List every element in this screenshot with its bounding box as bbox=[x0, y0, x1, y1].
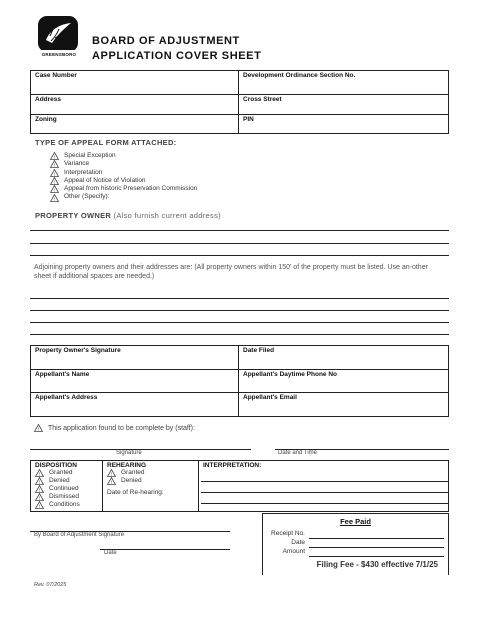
disposition-option[interactable] bbox=[35, 493, 98, 501]
appellant-phone-field[interactable] bbox=[239, 370, 449, 393]
title-line-2: APPLICATION COVER SHEET bbox=[92, 50, 262, 62]
appellant-phone-label: Appellant's Daytime Phone No bbox=[243, 371, 338, 378]
svg-text:!: ! bbox=[110, 472, 113, 477]
warning-triangle-icon bbox=[50, 152, 59, 160]
appeal-option[interactable] bbox=[50, 169, 197, 177]
appellant-email-label: Appellant's Email bbox=[243, 394, 297, 401]
appeal-option-label: Variance bbox=[64, 160, 90, 168]
ordinance-section-field[interactable] bbox=[239, 71, 449, 95]
amount-line[interactable] bbox=[309, 556, 444, 557]
svg-text:!: ! bbox=[53, 172, 56, 177]
appeal-option-label: Special Exception bbox=[64, 152, 116, 159]
rehearing-option[interactable] bbox=[107, 477, 194, 485]
receipt-label: Receipt No. bbox=[271, 530, 305, 537]
disposition-option[interactable] bbox=[35, 501, 98, 509]
svg-text:!: ! bbox=[38, 504, 41, 509]
warning-triangle-icon bbox=[35, 477, 44, 485]
fee-paid-box bbox=[262, 513, 449, 575]
svg-text:!: ! bbox=[38, 496, 41, 501]
warning-triangle-icon bbox=[107, 469, 116, 477]
greensboro-logo bbox=[38, 16, 78, 60]
disposition-option[interactable] bbox=[35, 477, 98, 485]
cross-street-field[interactable] bbox=[239, 95, 449, 115]
adjoining-instructions: Adjoining property owners and their addresses are: (All property owners within 150' of the property must be listed. Use an-other sheet if additional spaces are needed.) bbox=[34, 264, 428, 280]
date-filed-label: Date Filed bbox=[243, 347, 275, 354]
adjoining-line[interactable] bbox=[30, 334, 449, 335]
staff-complete-text: This application found to be complete by (staff): bbox=[48, 424, 195, 432]
owner-signature-field[interactable] bbox=[31, 346, 239, 370]
date-filed-field[interactable] bbox=[239, 346, 449, 370]
svg-text:!: ! bbox=[38, 472, 41, 477]
adjoining-line[interactable] bbox=[30, 310, 449, 311]
rehearing-option[interactable] bbox=[107, 469, 194, 477]
appellant-info-table bbox=[30, 345, 449, 417]
pin-label: PIN bbox=[243, 116, 254, 123]
pin-field[interactable] bbox=[239, 115, 449, 134]
staff-date-label: Date and Time bbox=[278, 450, 318, 456]
appeal-option[interactable] bbox=[50, 185, 197, 193]
owner-line[interactable] bbox=[30, 230, 449, 231]
adjoining-line[interactable] bbox=[30, 298, 449, 299]
appeal-option-label: Appeal from historic Preservation Commission bbox=[64, 185, 198, 193]
ordinance-section-label: Development Ordinance Section No. bbox=[243, 72, 356, 79]
board-date-line[interactable] bbox=[100, 549, 230, 550]
address-field[interactable] bbox=[31, 95, 239, 115]
appeal-options bbox=[50, 152, 197, 202]
disposition-option[interactable] bbox=[35, 469, 98, 477]
disposition-option-label: Denied bbox=[49, 477, 70, 484]
svg-text:!: ! bbox=[53, 180, 56, 186]
property-owner-title: PROPERTY OWNER bbox=[35, 211, 112, 220]
disposition-option[interactable] bbox=[35, 485, 98, 493]
case-number-field[interactable] bbox=[31, 71, 239, 95]
owner-signature-label: Property Owner's Signature bbox=[35, 347, 121, 354]
owner-line[interactable] bbox=[30, 255, 449, 256]
logo-text: GREENSBORO bbox=[41, 52, 77, 57]
board-date-label: Date bbox=[104, 550, 117, 556]
fee-date-label: Date bbox=[291, 539, 305, 546]
owner-line[interactable] bbox=[30, 243, 449, 244]
appeal-option[interactable] bbox=[50, 152, 197, 160]
property-owner-note: (Also furnish current address) bbox=[113, 211, 221, 220]
disposition-option-label: Dismissed bbox=[49, 493, 79, 500]
disposition-cell bbox=[31, 461, 103, 512]
disposition-heading: DISPOSITION bbox=[35, 462, 77, 469]
svg-text:!: ! bbox=[53, 197, 56, 202]
warning-triangle-icon bbox=[35, 501, 44, 509]
disposition-option-label: Conditions bbox=[49, 501, 80, 508]
appeal-option[interactable] bbox=[50, 193, 197, 201]
svg-text:!: ! bbox=[53, 155, 56, 161]
fee-date-line[interactable] bbox=[309, 547, 444, 548]
appeal-option[interactable] bbox=[50, 160, 197, 168]
rehearing-cell bbox=[103, 461, 199, 512]
appeal-option[interactable] bbox=[50, 177, 197, 185]
staff-signature-label: Signature bbox=[116, 450, 142, 456]
amount-label: Amount bbox=[282, 548, 305, 555]
filing-fee-text: Filing Fee - $430 effective 7/1/25 bbox=[316, 560, 438, 569]
warning-triangle-icon bbox=[35, 485, 44, 493]
disposition-option-label: Continued bbox=[49, 485, 79, 492]
appellant-name-label: Appellant's Name bbox=[35, 371, 90, 378]
warning-triangle-icon bbox=[107, 477, 116, 485]
appeal-option-label: Other (Specify): bbox=[64, 193, 110, 201]
disposition-option-label: Granted bbox=[49, 469, 73, 476]
warning-triangle-icon bbox=[35, 493, 44, 501]
case-info-table bbox=[30, 70, 449, 134]
appeal-option-label: Appeal of Notice of Violation bbox=[64, 176, 146, 184]
interpretation-line[interactable] bbox=[201, 503, 448, 504]
appellant-address-field[interactable] bbox=[31, 393, 239, 417]
warning-triangle-icon bbox=[50, 169, 59, 177]
warning-triangle-icon bbox=[50, 177, 59, 185]
svg-text:!: ! bbox=[38, 488, 41, 493]
staff-complete-row bbox=[34, 424, 195, 432]
fee-paid-heading: Fee Paid bbox=[340, 517, 371, 526]
rehearing-option-label: Granted bbox=[121, 469, 145, 476]
warning-triangle-icon bbox=[50, 160, 59, 168]
form-title bbox=[92, 34, 261, 64]
appellant-address-label: Appellant's Address bbox=[35, 394, 98, 401]
property-owner-heading bbox=[35, 211, 221, 220]
appeal-type-heading: TYPE OF APPEAL FORM ATTACHED: bbox=[35, 138, 177, 147]
interpretation-heading: INTERPRETATION: bbox=[203, 462, 262, 469]
warning-triangle-icon bbox=[35, 469, 44, 477]
rehearing-date-label: Date of Re-hearing: bbox=[107, 489, 164, 496]
svg-text:!: ! bbox=[53, 189, 56, 194]
interpretation-line[interactable] bbox=[201, 481, 448, 482]
rehearing-option-label: Denied bbox=[121, 477, 142, 484]
revision-label: Rev. 07/2025 bbox=[34, 582, 67, 588]
svg-text:!: ! bbox=[110, 480, 113, 485]
address-label: Address bbox=[35, 96, 62, 103]
svg-text:!: ! bbox=[38, 480, 41, 485]
svg-text:!: ! bbox=[37, 427, 40, 432]
interpretation-cell[interactable] bbox=[199, 461, 449, 512]
warning-triangle-icon bbox=[50, 185, 59, 193]
appeal-option-label: Interpretation bbox=[64, 168, 103, 176]
board-signature-label: By Board of Adjustment Signature bbox=[34, 532, 125, 538]
adjoining-line[interactable] bbox=[30, 322, 449, 323]
zoning-field[interactable] bbox=[31, 115, 239, 134]
rehearing-heading: REHEARING bbox=[107, 462, 147, 469]
appellant-email-field[interactable] bbox=[239, 393, 449, 417]
svg-text:!: ! bbox=[53, 164, 56, 169]
case-number-label: Case Number bbox=[35, 72, 77, 79]
cross-street-label: Cross Street bbox=[243, 96, 282, 103]
warning-triangle-icon bbox=[50, 194, 59, 202]
disposition-table bbox=[30, 460, 449, 512]
title-line-1: BOARD OF ADJUSTMENT bbox=[92, 35, 240, 47]
warning-triangle-icon bbox=[34, 424, 43, 432]
appellant-name-field[interactable] bbox=[31, 370, 239, 393]
interpretation-line[interactable] bbox=[201, 492, 448, 493]
receipt-line[interactable] bbox=[309, 538, 444, 539]
zoning-label: Zoning bbox=[35, 116, 57, 123]
